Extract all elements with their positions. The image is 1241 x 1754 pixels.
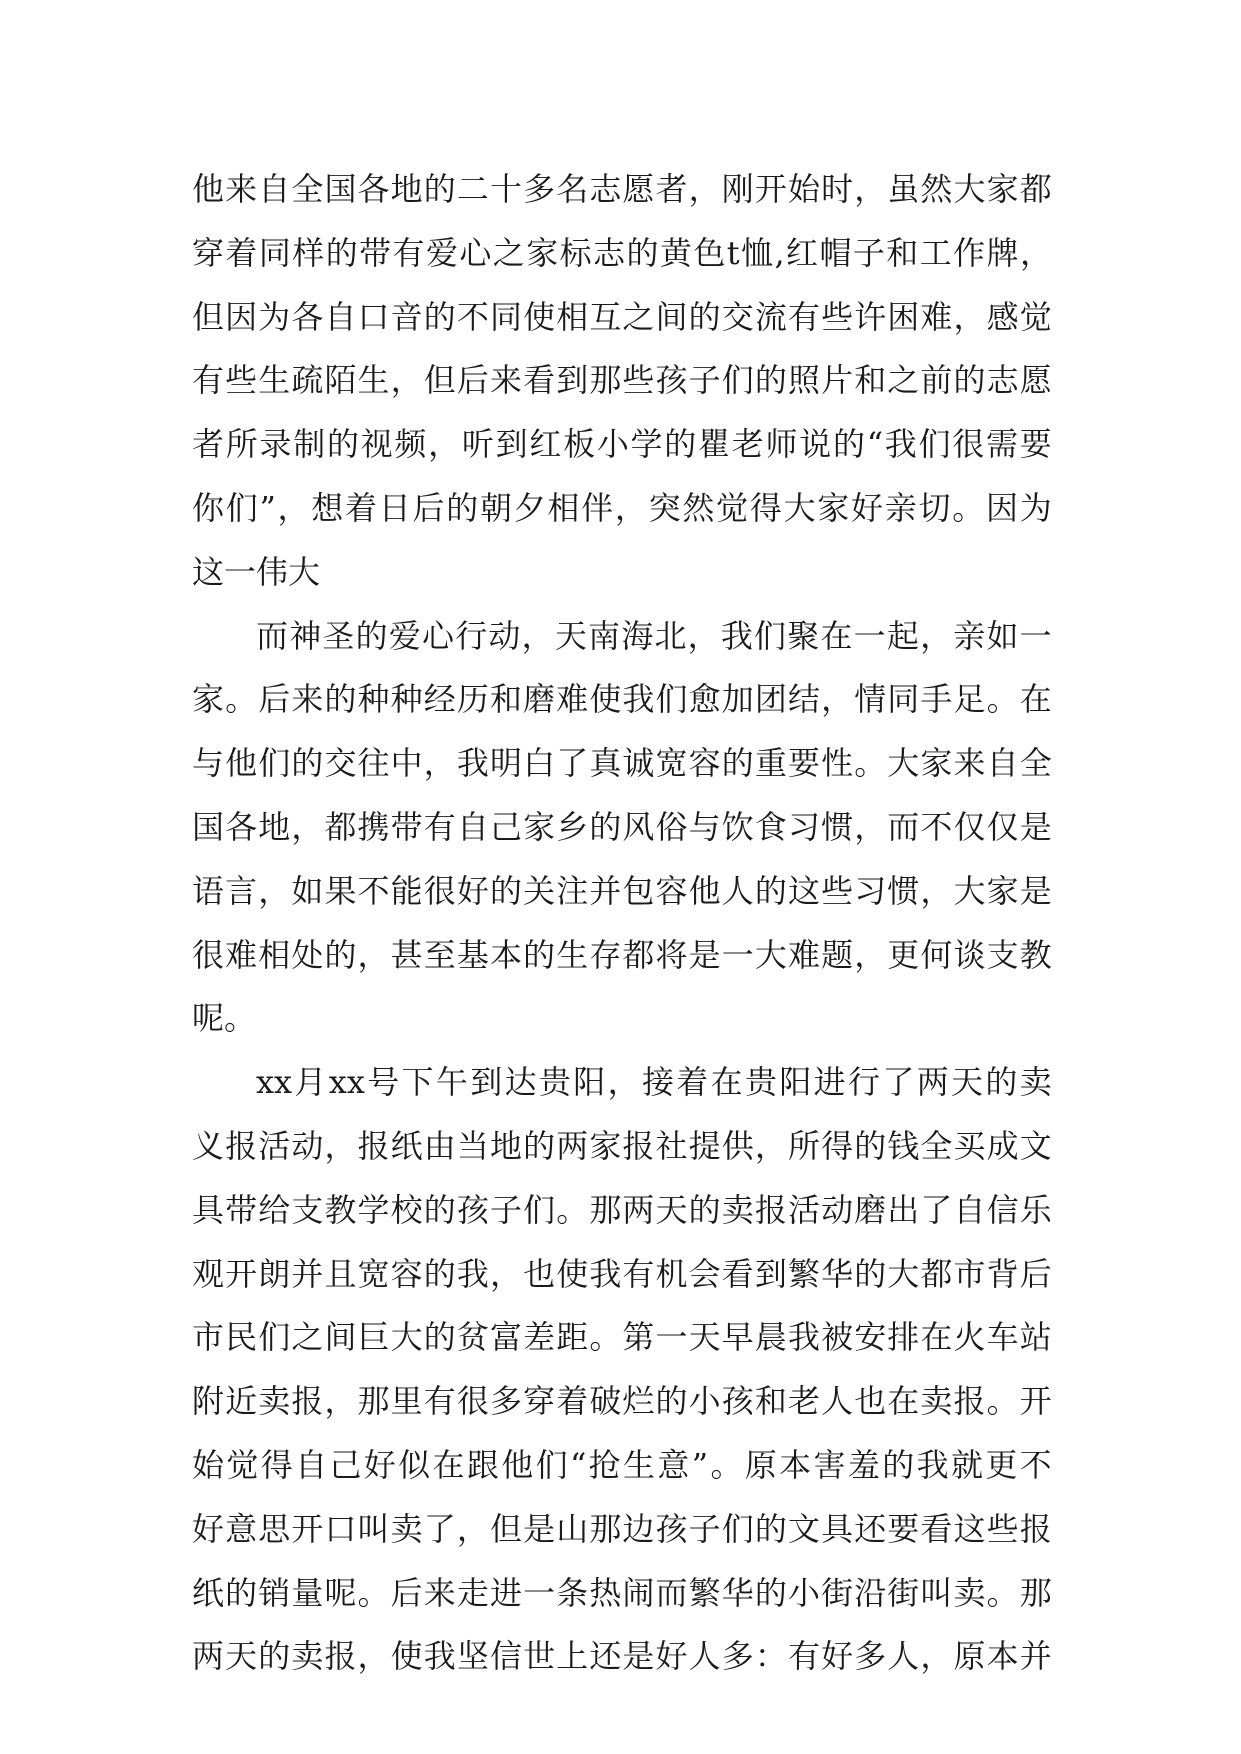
text-line: 穿 着 同 样 的 带 有 爱 心 之 家 标 志 的 黄 色 t 恤 , 红 帽 子 和 工 作 牌 ， xyxy=(192,233,1052,272)
text-line: 但 因 为 各 自 口 音 的 不 同 使 相 互 之 间 的 交 流 有 些 许 困 难 ， 感 觉 xyxy=(192,297,1052,336)
text-line: 与 他 们 的 交 往 中 ， 我 明 白 了 真 诚 宽 容 的 重 要 性 。 大 家 来 自 全 xyxy=(192,744,1052,783)
text-line: 市 民 们 之 间 巨 大 的 贫 富 差 距 。 第 一 天 早 晨 我 被 安 排 在 火 车 站 xyxy=(192,1318,1052,1357)
body-text xyxy=(192,158,1052,1689)
text-line: 他 来 自 全 国 各 地 的 二 十 多 名 志 愿 者 ， 刚 开 始 时 ， 虽 然 大 家 都 xyxy=(192,170,1052,208)
text-line: 两 天 的 卖 报 ， 使 我 坚 信 世 上 还 是 好 人 多 ： 有 好 多 人 ， 原 本 并 xyxy=(192,1637,1052,1676)
text-line: 者 所 录 制 的 视 频 ， 听 到 红 板 小 学 的 瞿 老 师 说 的 “ 我 们 很 需 要 xyxy=(192,425,1052,464)
text-line: 国 各 地 ， 都 携 带 有 自 己 家 乡 的 风 俗 与 饮 食 习 惯 ， 而 不 仅 仅 是 xyxy=(192,807,1052,846)
text-line: xx 月 xx 号 下 午 到 达 贵 阳 ， 接 着 在 贵 阳 进 行 了 两 天 的 卖 xyxy=(256,1063,1052,1102)
text-line: 很 难 相 处 的 ， 甚 至 基 本 的 生 存 都 将 是 一 大 难 题 ， 更 何 谈 支 教 xyxy=(192,935,1052,974)
text-line: 具 带 给 支 教 学 校 的 孩 子 们 。 那 两 天 的 卖 报 活 动 磨 出 了 自 信 乐 xyxy=(192,1190,1052,1229)
text-line: 有 些 生 疏 陌 生 ， 但 后 来 看 到 那 些 孩 子 们 的 照 片 和 之 前 的 志 愿 xyxy=(192,361,1052,400)
text-line: 家 。 后 来 的 种 种 经 历 和 磨 难 使 我 们 愈 加 团 结 ， 情 同 手 足 。 在 xyxy=(192,680,1052,719)
text-line: 你 们 ” ， 想 着 日 后 的 朝 夕 相 伴 ， 突 然 觉 得 大 家 好 亲 切 。 因 为 xyxy=(192,488,1052,527)
text-line: 纸 的 销 量 呢 。 后 来 走 进 一 条 热 闹 而 繁 华 的 小 街 沿 街 叫 卖 。 那 xyxy=(192,1573,1052,1612)
text-line: 语 言 ， 如 果 不 能 很 好 的 关 注 并 包 容 他 人 的 这 些 习 惯 ， 大 家 是 xyxy=(192,871,1052,910)
text-line: 呢。 xyxy=(192,999,257,1038)
text-line: 观 开 朗 并 且 宽 容 的 我 ， 也 使 我 有 机 会 看 到 繁 华 的 大 都 市 背 后 xyxy=(192,1254,1052,1293)
text-line: 始 觉 得 自 己 好 似 在 跟 他 们 “ 抢 生 意 ” 。 原 本 害 羞 的 我 就 更 不 xyxy=(192,1445,1052,1484)
text-line: 附 近 卖 报 ， 那 里 有 很 多 穿 着 破 烂 的 小 孩 和 老 人 也 在 卖 报 。 开 xyxy=(192,1382,1052,1421)
text-line: 好 意 思 开 口 叫 卖 了 ， 但 是 山 那 边 孩 子 们 的 文 具 还 要 看 这 些 报 xyxy=(192,1509,1052,1548)
text-line: 这一伟大 xyxy=(192,552,321,591)
text-line: 义 报 活 动 ， 报 纸 由 当 地 的 两 家 报 社 提 供 ， 所 得 的 钱 全 买 成 文 xyxy=(192,1126,1052,1165)
text-line: 而 神 圣 的 爱 心 行 动 ， 天 南 海 北 ， 我 们 聚 在 一 起 ， 亲 如 一 xyxy=(256,616,1052,655)
